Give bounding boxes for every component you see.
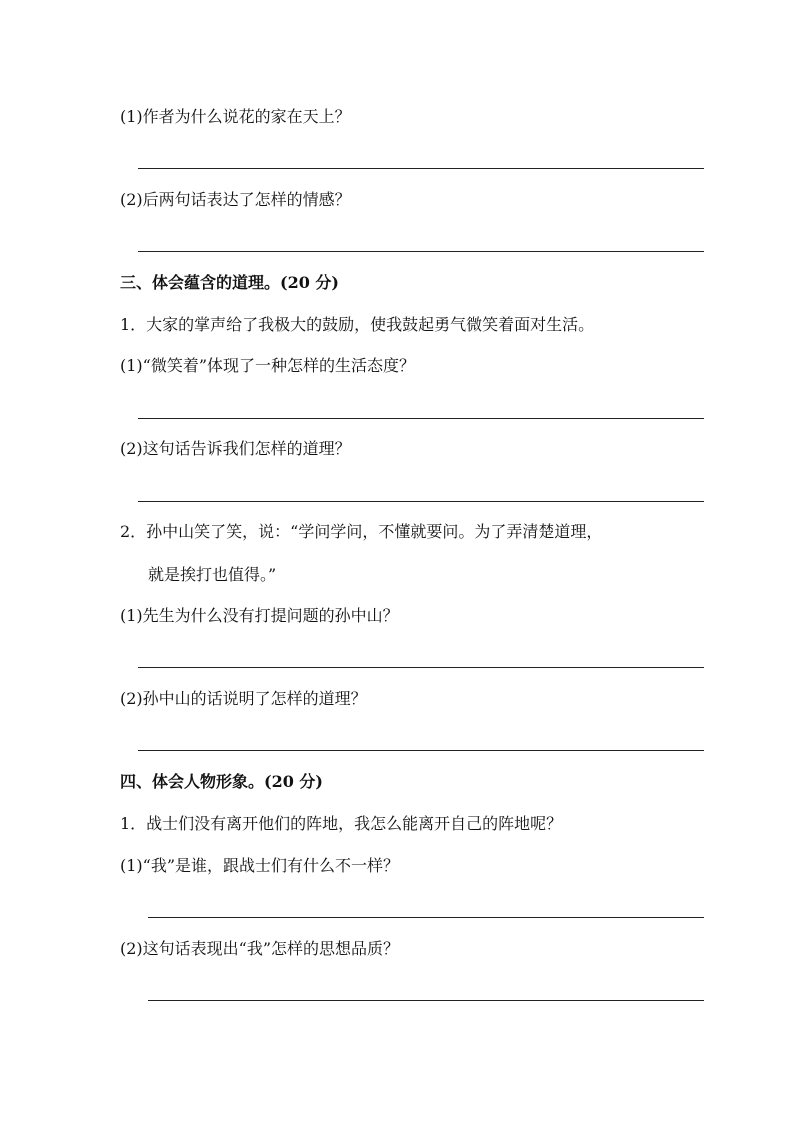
quote-3-2-cont: 就是挨打也值得。”	[148, 565, 277, 584]
question-3-2-1: (1)先生为什么没有打提问题的孙中山？	[120, 606, 399, 625]
quote-3-2: 2．孙中山笑了笑，说：“学问学问，不懂就要问。为了弄清楚道理，	[120, 522, 603, 541]
answer-line[interactable]	[138, 750, 704, 751]
quote-4-1: 1．战士们没有离开他们的阵地，我怎么能离开自己的阵地呢？	[120, 814, 563, 833]
question-3-1-1: (1)“微笑着”体现了一种怎样的生活态度？	[120, 356, 416, 375]
answer-line[interactable]	[138, 667, 704, 668]
section-heading-3: 三、体会蕴含的道理。(20 分)	[120, 273, 339, 292]
answer-line[interactable]	[148, 1000, 704, 1001]
answer-line[interactable]	[148, 917, 704, 918]
question-4-1-1: (1)“我”是谁，跟战士们有什么不一样？	[120, 856, 400, 875]
quote-3-1: 1．大家的掌声给了我极大的鼓励，使我鼓起勇气微笑着面对生活。	[120, 315, 595, 334]
answer-line[interactable]	[138, 501, 704, 502]
answer-line[interactable]	[138, 251, 704, 252]
question-1-2: (2)后两句话表达了怎样的情感？	[120, 190, 351, 209]
question-4-1-2: (2)这句话表现出“我”怎样的思想品质？	[120, 939, 400, 958]
answer-line[interactable]	[138, 168, 704, 169]
answer-line[interactable]	[138, 418, 704, 419]
section-heading-4: 四、体会人物形象。(20 分)	[120, 772, 323, 791]
question-1-1: (1)作者为什么说花的家在天上？	[120, 107, 351, 126]
question-3-2-2: (2)孙中山的话说明了怎样的道理？	[120, 689, 367, 708]
question-3-1-2: (2)这句话告诉我们怎样的道理？	[120, 439, 351, 458]
